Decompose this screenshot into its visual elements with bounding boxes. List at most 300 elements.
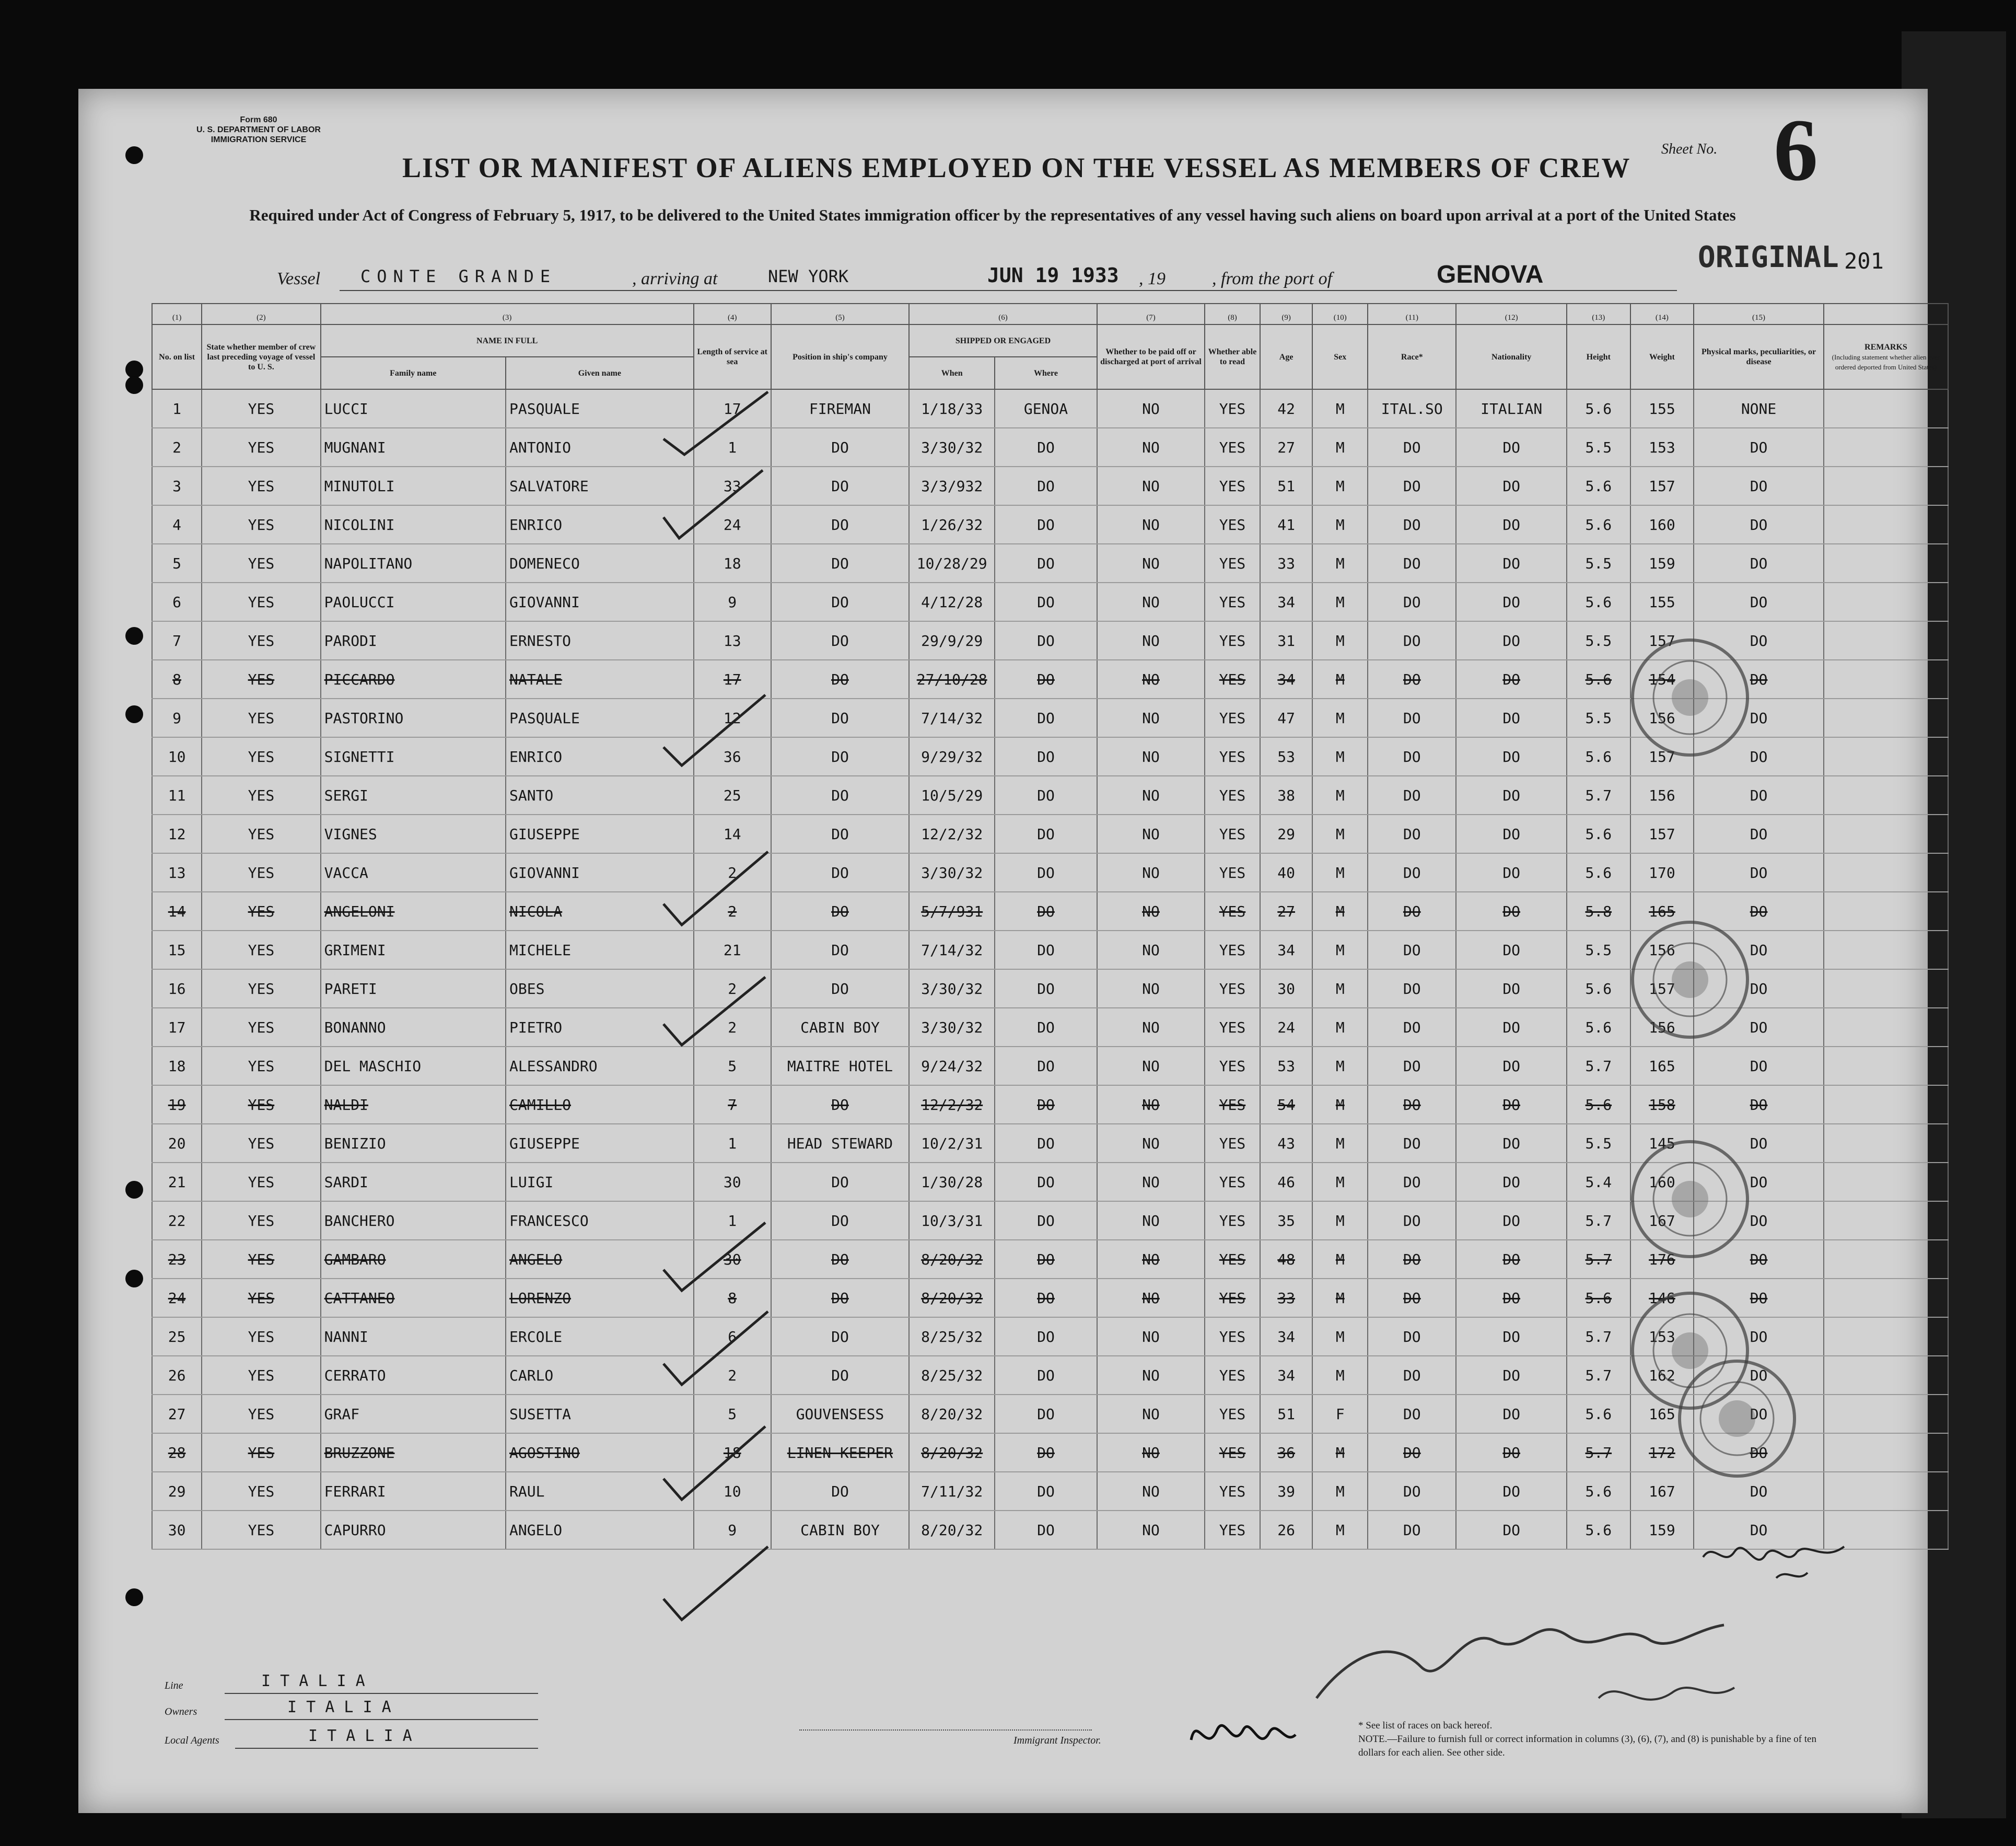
cell-position: DO xyxy=(771,505,909,544)
col-num: (7) xyxy=(1097,304,1205,324)
cell-position: DO xyxy=(771,1279,909,1317)
cell-race: DO xyxy=(1368,969,1456,1008)
cell-height: 5.7 xyxy=(1567,776,1630,815)
date-stamp: JUN 19 1933 xyxy=(987,264,1119,287)
cell-paid-off: NO xyxy=(1097,699,1205,737)
cell-engaged-when: 5/7/931 xyxy=(909,892,995,931)
cell-engaged-when: 8/20/32 xyxy=(909,1395,995,1433)
cell-paid-off: NO xyxy=(1097,544,1205,583)
cell-remarks xyxy=(1824,544,1948,583)
cell-sex: M xyxy=(1312,1511,1368,1549)
vessel-line-underline xyxy=(340,290,1677,291)
cell-paid-off: NO xyxy=(1097,1124,1205,1163)
cell-age: 48 xyxy=(1260,1240,1312,1279)
cell-family-name: NAPOLITANO xyxy=(321,544,506,583)
cell-sex: M xyxy=(1312,853,1368,892)
cell-row-number: 17 xyxy=(152,1008,202,1047)
cell-position: DO xyxy=(771,853,909,892)
header-nationality: Nationality xyxy=(1456,324,1567,389)
cell-service-length: 5 xyxy=(694,1395,771,1433)
remarks-title: REMARKS xyxy=(1864,342,1907,352)
cell-weight: 167 xyxy=(1630,1472,1694,1511)
cell-sex: M xyxy=(1312,1047,1368,1085)
cell-service-length: 14 xyxy=(694,815,771,853)
header-shipped: SHIPPED OR ENGAGED xyxy=(909,324,1097,357)
cell-physical-marks: DO xyxy=(1694,1085,1824,1124)
cell-previous-voyage: YES xyxy=(202,505,320,544)
cell-nationality: DO xyxy=(1456,1317,1567,1356)
cell-sex: M xyxy=(1312,1124,1368,1163)
cell-able-to-read: YES xyxy=(1205,544,1260,583)
cell-sex: M xyxy=(1312,776,1368,815)
cell-age: 39 xyxy=(1260,1472,1312,1511)
cell-previous-voyage: YES xyxy=(202,1047,320,1085)
cell-row-number: 24 xyxy=(152,1279,202,1317)
cell-physical-marks: DO xyxy=(1694,815,1824,853)
cell-given-name: MICHELE xyxy=(506,931,694,969)
cell-previous-voyage: YES xyxy=(202,621,320,660)
cell-physical-marks: DO xyxy=(1694,699,1824,737)
col-num xyxy=(1824,304,1948,324)
cell-paid-off: NO xyxy=(1097,737,1205,776)
cell-engaged-where: DO xyxy=(995,505,1097,544)
cell-given-name: ALESSANDRO xyxy=(506,1047,694,1085)
header-height: Height xyxy=(1567,324,1630,389)
cell-previous-voyage: YES xyxy=(202,1240,320,1279)
cell-able-to-read: YES xyxy=(1205,699,1260,737)
cell-row-number: 23 xyxy=(152,1240,202,1279)
line-label: Line xyxy=(165,1680,183,1691)
cell-able-to-read: YES xyxy=(1205,1124,1260,1163)
cell-paid-off: NO xyxy=(1097,389,1205,428)
cell-engaged-when: 8/20/32 xyxy=(909,1240,995,1279)
cell-row-number: 25 xyxy=(152,1317,202,1356)
cell-able-to-read: YES xyxy=(1205,583,1260,621)
cell-race: DO xyxy=(1368,1085,1456,1124)
manifest-sheet xyxy=(78,89,1940,1813)
cell-weight: 155 xyxy=(1630,389,1694,428)
cell-height: 5.7 xyxy=(1567,1317,1630,1356)
cell-engaged-when: 7/14/32 xyxy=(909,931,995,969)
cell-race: DO xyxy=(1368,1317,1456,1356)
table-row xyxy=(152,815,1948,853)
cell-position: CABIN BOY xyxy=(771,1511,909,1549)
cell-race: DO xyxy=(1368,1511,1456,1549)
cell-height: 5.7 xyxy=(1567,1240,1630,1279)
table-row xyxy=(152,505,1948,544)
cell-row-number: 20 xyxy=(152,1124,202,1163)
cell-engaged-where: DO xyxy=(995,583,1097,621)
cell-service-length: 13 xyxy=(694,621,771,660)
cell-height: 5.5 xyxy=(1567,699,1630,737)
cell-height: 5.5 xyxy=(1567,1124,1630,1163)
cell-nationality: DO xyxy=(1456,1008,1567,1047)
cell-given-name: ANGELO xyxy=(506,1511,694,1549)
cell-position: DO xyxy=(771,1317,909,1356)
cell-able-to-read: YES xyxy=(1205,776,1260,815)
cell-able-to-read: YES xyxy=(1205,1433,1260,1472)
page-title: LIST OR MANIFEST OF ALIENS EMPLOYED ON THE VESSEL AS MEMBERS OF CREW xyxy=(402,152,1631,183)
cell-given-name: PASQUALE xyxy=(506,699,694,737)
cell-family-name: LUCCI xyxy=(321,389,506,428)
cell-paid-off: NO xyxy=(1097,1008,1205,1047)
cell-given-name: FRANCESCO xyxy=(506,1201,694,1240)
consulate-stamp xyxy=(1672,1353,1802,1484)
col-num: (8) xyxy=(1205,304,1260,324)
header-able-read: Whether able to read xyxy=(1205,324,1260,389)
cell-engaged-when: 7/11/32 xyxy=(909,1472,995,1511)
cell-nationality: DO xyxy=(1456,892,1567,931)
cell-service-length: 18 xyxy=(694,544,771,583)
cell-row-number: 14 xyxy=(152,892,202,931)
cell-paid-off: NO xyxy=(1097,1511,1205,1549)
cell-weight: 165 xyxy=(1630,1047,1694,1085)
cell-row-number: 30 xyxy=(152,1511,202,1549)
form-number: Form 680 xyxy=(240,115,277,124)
cell-engaged-where: DO xyxy=(995,1433,1097,1472)
header-race: Race* xyxy=(1368,324,1456,389)
cell-family-name: VACCA xyxy=(321,853,506,892)
cell-sex: M xyxy=(1312,1201,1368,1240)
cell-engaged-when: 1/18/33 xyxy=(909,389,995,428)
cell-nationality: DO xyxy=(1456,1124,1567,1163)
cell-row-number: 8 xyxy=(152,660,202,699)
cell-nationality: DO xyxy=(1456,1240,1567,1279)
cell-physical-marks: DO xyxy=(1694,467,1824,505)
cell-given-name: DOMENECO xyxy=(506,544,694,583)
cell-family-name: BANCHERO xyxy=(321,1201,506,1240)
cell-sex: M xyxy=(1312,467,1368,505)
cell-given-name: ENRICO xyxy=(506,737,694,776)
cell-engaged-where: DO xyxy=(995,428,1097,467)
cell-previous-voyage: YES xyxy=(202,1085,320,1124)
cell-row-number: 10 xyxy=(152,737,202,776)
cell-remarks xyxy=(1824,621,1948,660)
cell-row-number: 1 xyxy=(152,389,202,428)
cell-service-length: 25 xyxy=(694,776,771,815)
cell-race: DO xyxy=(1368,853,1456,892)
department-name: U. S. DEPARTMENT OF LABOR xyxy=(196,125,321,134)
cell-paid-off: NO xyxy=(1097,583,1205,621)
cell-physical-marks: DO xyxy=(1694,1317,1824,1356)
cell-service-length: 24 xyxy=(694,505,771,544)
cell-able-to-read: YES xyxy=(1205,1240,1260,1279)
cell-age: 35 xyxy=(1260,1201,1312,1240)
cell-family-name: DEL MASCHIO xyxy=(321,1047,506,1085)
cell-remarks xyxy=(1824,1433,1948,1472)
cell-paid-off: NO xyxy=(1097,428,1205,467)
cell-physical-marks: DO xyxy=(1694,1511,1824,1549)
cell-service-length: 2 xyxy=(694,1008,771,1047)
cell-nationality: DO xyxy=(1456,583,1567,621)
cell-sex: M xyxy=(1312,1163,1368,1201)
cell-height: 5.6 xyxy=(1567,389,1630,428)
cell-nationality: DO xyxy=(1456,467,1567,505)
cell-weight: 156 xyxy=(1630,699,1694,737)
cell-position: DO xyxy=(771,660,909,699)
header-paid-off: Whether to be paid off or discharged at port of arrival xyxy=(1097,324,1205,389)
cell-nationality: DO xyxy=(1456,1511,1567,1549)
cell-age: 34 xyxy=(1260,1356,1312,1395)
cell-age: 31 xyxy=(1260,621,1312,660)
header-remarks xyxy=(1824,324,1948,389)
cell-height: 5.6 xyxy=(1567,969,1630,1008)
cell-age: 51 xyxy=(1260,467,1312,505)
cell-sex: M xyxy=(1312,969,1368,1008)
cell-family-name: GRAF xyxy=(321,1395,506,1433)
owners-label: Owners xyxy=(165,1706,197,1717)
cell-family-name: NICOLINI xyxy=(321,505,506,544)
cell-physical-marks: DO xyxy=(1694,1124,1824,1163)
cell-engaged-where: DO xyxy=(995,1279,1097,1317)
table-row xyxy=(152,1511,1948,1549)
cell-row-number: 26 xyxy=(152,1356,202,1395)
cell-given-name: GIOVANNI xyxy=(506,583,694,621)
cell-remarks xyxy=(1824,931,1948,969)
column-number-row xyxy=(152,304,1948,324)
header-length-service: Length of service at sea xyxy=(694,324,771,389)
cell-engaged-when: 3/30/32 xyxy=(909,1008,995,1047)
cell-family-name: PAOLUCCI xyxy=(321,583,506,621)
cell-weight: 159 xyxy=(1630,544,1694,583)
header-age: Age xyxy=(1260,324,1312,389)
cell-paid-off: NO xyxy=(1097,1047,1205,1085)
cell-service-length: 12 xyxy=(694,699,771,737)
cell-row-number: 9 xyxy=(152,699,202,737)
cell-paid-off: NO xyxy=(1097,1317,1205,1356)
cell-nationality: DO xyxy=(1456,1163,1567,1201)
cell-service-length: 10 xyxy=(694,1472,771,1511)
cell-position: DO xyxy=(771,699,909,737)
cell-family-name: BONANNO xyxy=(321,1008,506,1047)
cell-able-to-read: YES xyxy=(1205,1047,1260,1085)
cell-remarks xyxy=(1824,1201,1948,1240)
cell-remarks xyxy=(1824,815,1948,853)
cell-service-length: 21 xyxy=(694,931,771,969)
cell-family-name: NALDI xyxy=(321,1085,506,1124)
cell-nationality: ITALIAN xyxy=(1456,389,1567,428)
cell-family-name: BRUZZONE xyxy=(321,1433,506,1472)
cell-weight: 156 xyxy=(1630,931,1694,969)
cell-race: DO xyxy=(1368,1395,1456,1433)
cell-position: CABIN BOY xyxy=(771,1008,909,1047)
cell-weight: 160 xyxy=(1630,1163,1694,1201)
cell-paid-off: NO xyxy=(1097,1279,1205,1317)
cell-sex: M xyxy=(1312,737,1368,776)
cell-previous-voyage: YES xyxy=(202,853,320,892)
cell-engaged-when: 1/30/28 xyxy=(909,1163,995,1201)
cell-engaged-where: DO xyxy=(995,660,1097,699)
cell-position: MAITRE HOTEL xyxy=(771,1047,909,1085)
cell-physical-marks: DO xyxy=(1694,737,1824,776)
cell-row-number: 13 xyxy=(152,853,202,892)
cell-sex: M xyxy=(1312,1356,1368,1395)
cell-service-length: 18 xyxy=(694,1433,771,1472)
cell-paid-off: NO xyxy=(1097,1433,1205,1472)
cell-remarks xyxy=(1824,1472,1948,1511)
table-row xyxy=(152,389,1948,428)
cell-row-number: 11 xyxy=(152,776,202,815)
cell-sex: M xyxy=(1312,544,1368,583)
cell-row-number: 12 xyxy=(152,815,202,853)
penalty-note: NOTE.—Failure to furnish full or correct information in columns (3), (6), (7), and (8) is punishable by a fine of ten dollars for each alien. See other side. xyxy=(1358,1734,1816,1758)
cell-weight: 157 xyxy=(1630,815,1694,853)
cell-sex: M xyxy=(1312,583,1368,621)
cell-paid-off: NO xyxy=(1097,892,1205,931)
cell-weight: 172 xyxy=(1630,1433,1694,1472)
line-underline xyxy=(225,1693,538,1694)
from-port-label: , from the port of xyxy=(1212,269,1333,288)
cell-service-length: 2 xyxy=(694,1356,771,1395)
cell-physical-marks: DO xyxy=(1694,1163,1824,1201)
cell-engaged-when: 10/3/31 xyxy=(909,1201,995,1240)
cell-paid-off: NO xyxy=(1097,1240,1205,1279)
cell-physical-marks: DO xyxy=(1694,1240,1824,1279)
cell-physical-marks: DO xyxy=(1694,621,1824,660)
cell-weight: 157 xyxy=(1630,467,1694,505)
cell-able-to-read: YES xyxy=(1205,467,1260,505)
header-where: Where xyxy=(995,357,1097,389)
cell-service-length: 9 xyxy=(694,583,771,621)
cell-previous-voyage: YES xyxy=(202,544,320,583)
cell-height: 5.6 xyxy=(1567,660,1630,699)
cell-row-number: 29 xyxy=(152,1472,202,1511)
cell-age: 47 xyxy=(1260,699,1312,737)
cell-age: 34 xyxy=(1260,1317,1312,1356)
table-row xyxy=(152,1047,1948,1085)
cell-row-number: 16 xyxy=(152,969,202,1008)
cell-nationality: DO xyxy=(1456,1433,1567,1472)
cell-able-to-read: YES xyxy=(1205,1085,1260,1124)
cell-remarks xyxy=(1824,853,1948,892)
cell-able-to-read: YES xyxy=(1205,1317,1260,1356)
cell-given-name: ERCOLE xyxy=(506,1317,694,1356)
cell-able-to-read: YES xyxy=(1205,1279,1260,1317)
cell-engaged-where: DO xyxy=(995,1356,1097,1395)
cell-race: DO xyxy=(1368,815,1456,853)
cell-given-name: GIUSEPPE xyxy=(506,1124,694,1163)
cell-engaged-where: DO xyxy=(995,815,1097,853)
cell-engaged-when: 8/20/32 xyxy=(909,1433,995,1472)
cell-height: 5.7 xyxy=(1567,1201,1630,1240)
cell-given-name: NICOLA xyxy=(506,892,694,931)
cell-row-number: 27 xyxy=(152,1395,202,1433)
cell-nationality: DO xyxy=(1456,1472,1567,1511)
header-given-name: Given name xyxy=(506,357,694,389)
cell-family-name: PASTORINO xyxy=(321,699,506,737)
cell-given-name: OBES xyxy=(506,969,694,1008)
cell-family-name: BENIZIO xyxy=(321,1124,506,1163)
cell-sex: M xyxy=(1312,1472,1368,1511)
cell-height: 5.6 xyxy=(1567,1085,1630,1124)
cell-sex: M xyxy=(1312,892,1368,931)
cell-position: DO xyxy=(771,1240,909,1279)
cell-able-to-read: YES xyxy=(1205,853,1260,892)
cell-remarks xyxy=(1824,892,1948,931)
cell-engaged-where: DO xyxy=(995,621,1097,660)
punch-hole xyxy=(125,1270,143,1287)
cell-height: 5.6 xyxy=(1567,583,1630,621)
cell-row-number: 4 xyxy=(152,505,202,544)
cell-physical-marks: DO xyxy=(1694,544,1824,583)
cell-weight: 157 xyxy=(1630,737,1694,776)
cell-weight: 165 xyxy=(1630,892,1694,931)
cell-engaged-where: DO xyxy=(995,1395,1097,1433)
cell-nationality: DO xyxy=(1456,969,1567,1008)
cell-engaged-when: 9/29/32 xyxy=(909,737,995,776)
cell-family-name: CERRATO xyxy=(321,1356,506,1395)
cell-sex: M xyxy=(1312,815,1368,853)
cell-service-length: 2 xyxy=(694,969,771,1008)
cell-age: 29 xyxy=(1260,815,1312,853)
cell-position: DO xyxy=(771,892,909,931)
vessel-name: CONTE GRANDE xyxy=(360,266,557,286)
cell-engaged-when: 12/2/32 xyxy=(909,815,995,853)
cell-position: DO xyxy=(771,1356,909,1395)
cell-physical-marks: DO xyxy=(1694,505,1824,544)
cell-able-to-read: YES xyxy=(1205,389,1260,428)
cell-row-number: 5 xyxy=(152,544,202,583)
cell-position: DO xyxy=(771,428,909,467)
cell-height: 5.6 xyxy=(1567,467,1630,505)
cell-engaged-when: 1/26/32 xyxy=(909,505,995,544)
agents-label: Local Agents xyxy=(165,1735,219,1746)
cell-paid-off: NO xyxy=(1097,1395,1205,1433)
cell-position: DO xyxy=(771,931,909,969)
cell-height: 5.7 xyxy=(1567,1047,1630,1085)
cell-nationality: DO xyxy=(1456,1279,1567,1317)
cell-previous-voyage: YES xyxy=(202,1317,320,1356)
cell-family-name: MINUTOLI xyxy=(321,467,506,505)
races-note: * See list of races on back hereof. xyxy=(1358,1720,1493,1731)
cell-family-name: VIGNES xyxy=(321,815,506,853)
cell-previous-voyage: YES xyxy=(202,583,320,621)
cell-nationality: DO xyxy=(1456,737,1567,776)
cell-race: ITAL.SO xyxy=(1368,389,1456,428)
cell-nationality: DO xyxy=(1456,1395,1567,1433)
col-num: (5) xyxy=(771,304,909,324)
header-physical: Physical marks, peculiarities, or disease xyxy=(1694,324,1824,389)
cell-weight: 157 xyxy=(1630,621,1694,660)
cell-given-name: SANTO xyxy=(506,776,694,815)
punch-hole xyxy=(125,361,143,378)
cell-given-name: AGOSTINO xyxy=(506,1433,694,1472)
cell-age: 51 xyxy=(1260,1395,1312,1433)
cell-position: DO xyxy=(771,1201,909,1240)
cell-given-name: ANTONIO xyxy=(506,428,694,467)
cell-paid-off: NO xyxy=(1097,1085,1205,1124)
cell-position: DO xyxy=(771,544,909,583)
cell-remarks xyxy=(1824,1317,1948,1356)
cell-weight: 156 xyxy=(1630,1008,1694,1047)
cell-physical-marks: DO xyxy=(1694,1279,1824,1317)
cell-engaged-where: DO xyxy=(995,1201,1097,1240)
cell-sex: M xyxy=(1312,505,1368,544)
remarks-handwriting xyxy=(1698,1526,1855,1588)
punch-hole xyxy=(125,705,143,723)
cell-service-length: 1 xyxy=(694,428,771,467)
table-row xyxy=(152,1085,1948,1124)
consulate-stamp xyxy=(1625,1134,1755,1264)
cell-previous-voyage: YES xyxy=(202,1163,320,1201)
col-num: (12) xyxy=(1456,304,1567,324)
cell-weight: 158 xyxy=(1630,1085,1694,1124)
cell-age: 54 xyxy=(1260,1085,1312,1124)
cell-age: 46 xyxy=(1260,1163,1312,1201)
cell-race: DO xyxy=(1368,1163,1456,1201)
cell-weight: 157 xyxy=(1630,969,1694,1008)
cell-remarks xyxy=(1824,1356,1948,1395)
